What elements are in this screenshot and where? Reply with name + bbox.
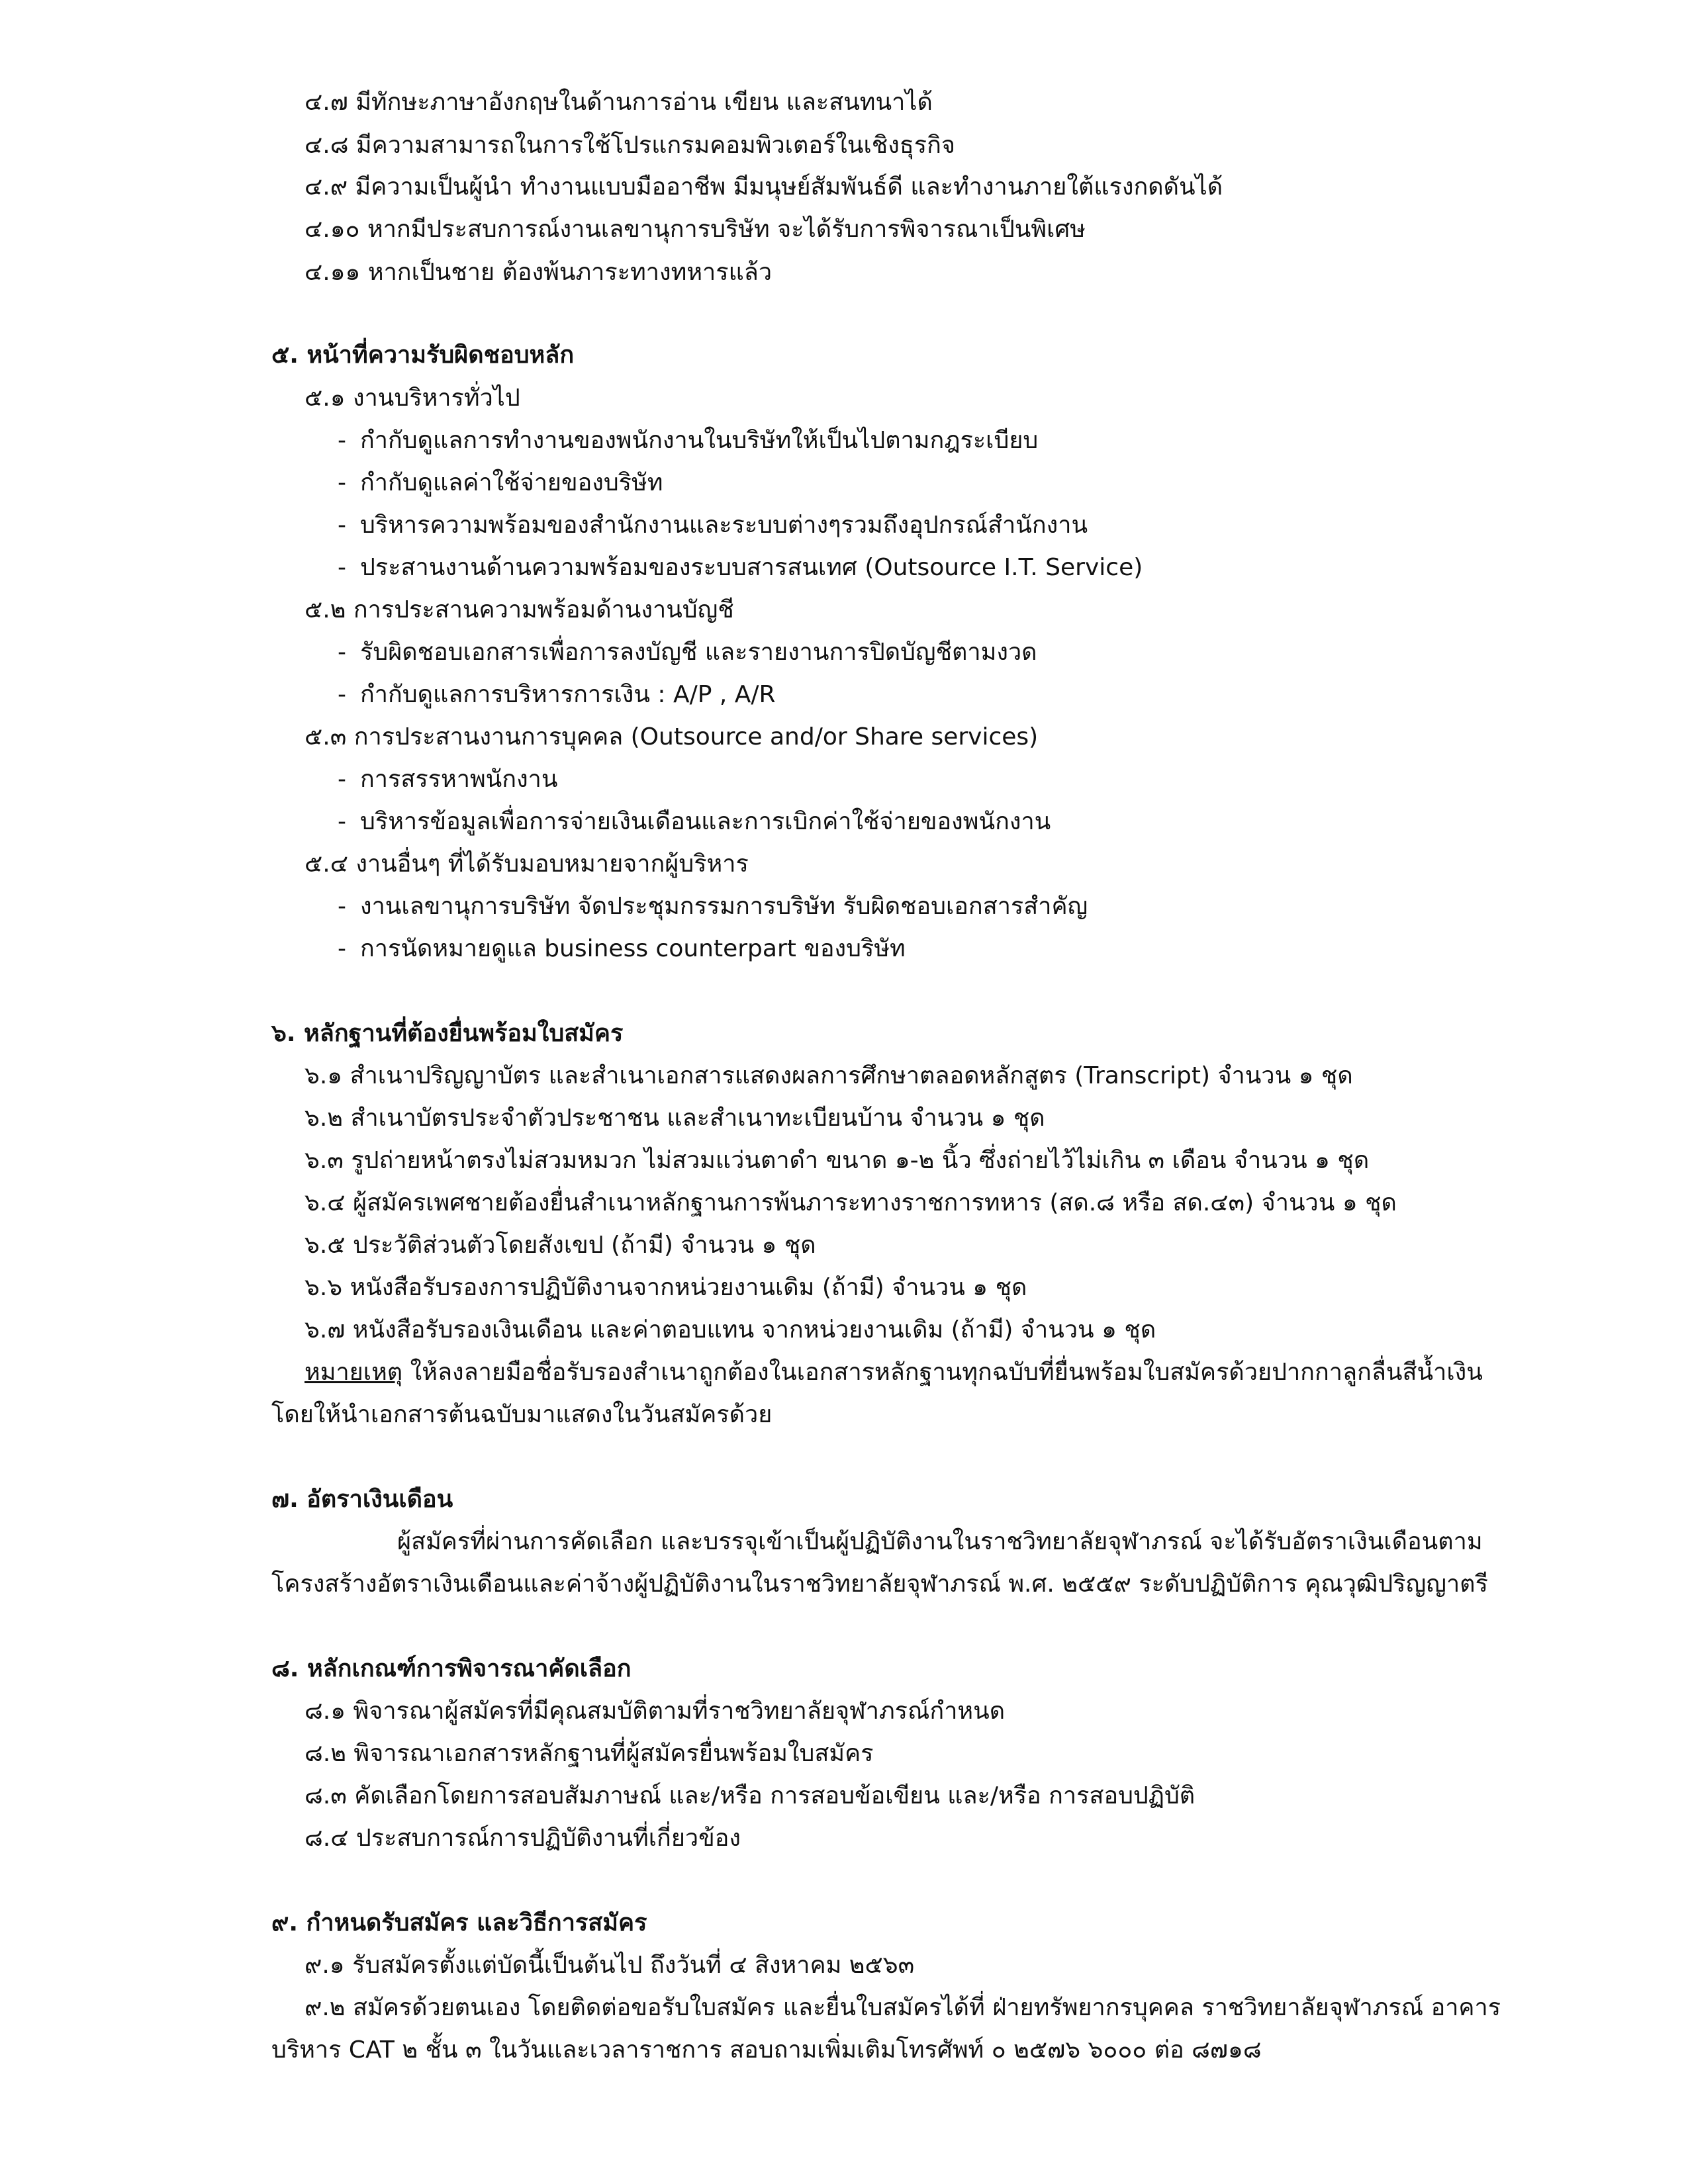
qualification-4-9: ๔.๙ มีความเป็นผู้นำ ทำงานแบบมืออาชีพ มีมนุษย์สัมพันธ์ดี และทำงานภายใต้แรงกดดันได้ <box>305 173 1223 201</box>
duty-5-1: ๕.๑ งานบริหารทั่วไป <box>305 385 520 412</box>
section-9-heading: ๙. กำหนดรับสมัคร และวิธีการสมัคร <box>271 1909 647 1936</box>
duty-5-4-item: - การนัดหมายดูแล business counterpart ของบริษัท <box>338 935 906 962</box>
duty-5-1-item: - กำกับดูแลการทำงานของพนักงานในบริษัทให้เป็นไปตามกฎระเบียบ <box>338 427 1039 454</box>
criteria-8-1: ๘.๑ พิจารณาผู้สมัครที่มีคุณสมบัติตามที่ราชวิทยาลัยจุฬาภรณ์กำหนด <box>305 1698 1006 1725</box>
note-text: ให้ลงลายมือชื่อรับรองสำเนาถูกต้องในเอกสารหลักฐานทุกฉบับที่ยื่นพร้อมใบสมัครด้วยปากกาลูกลื่นสีน้ำเงิน <box>402 1359 1483 1386</box>
duty-5-1-item: - ประสานงานด้านความพร้อมของระบบสารสนเทศ (Outsource I.T. Service) <box>338 554 1143 581</box>
criteria-8-4: ๘.๔ ประสบการณ์การปฏิบัติงานที่เกี่ยวข้อง <box>305 1825 741 1852</box>
document-6-2: ๖.๒ สำเนาบัตรประจำตัวประชาชน และสำเนาทะเบียนบ้าน จำนวน ๑ ชุด <box>305 1105 1045 1132</box>
note-line <box>305 1356 1483 1389</box>
application-9-1: ๙.๑ รับสมัครตั้งแต่บัดนี้เป็นต้นไป ถึงวันที่ ๔ สิงหาคม ๒๕๖๓ <box>305 1952 915 1979</box>
document-6-1: ๖.๑ สำเนาปริญญาบัตร และสำเนาเอกสารแสดงผลการศึกษาตลอดหลักสูตร (Transcript) จำนวน ๑ ชุด <box>305 1062 1353 1089</box>
criteria-8-3: ๘.๓ คัดเลือกโดยการสอบสัมภาษณ์ และ/หรือ การสอบข้อเขียน และ/หรือ การสอบปฏิบัติ <box>305 1782 1196 1809</box>
document-6-3: ๖.๓ รูปถ่ายหน้าตรงไม่สวมหมวก ไม่สวมแว่นตาดำ ขนาด ๑-๒ นิ้ว ซึ่งถ่ายไว้ไม่เกิน ๓ เดือน จำนวน ๑ ชุด <box>305 1147 1370 1174</box>
duty-5-2: ๕.๒ การประสานความพร้อมด้านงานบัญชี <box>305 596 734 623</box>
duty-5-2-item: - รับผิดชอบเอกสารเพื่อการลงบัญชี และรายงานการปิดบัญชีตามงวด <box>338 639 1037 666</box>
application-9-2-continuation: บริหาร CAT ๒ ชั้น ๓ ในวันและเวลาราชการ สอบถามเพิ่มเติมโทรศัพท์ ๐ ๒๕๗๖ ๖๐๐๐ ต่อ ๘๗๑๘ <box>271 2036 1262 2064</box>
duty-5-2-item: - กำกับดูแลการบริหารการเงิน : A/P , A/R <box>338 681 776 708</box>
salary-paragraph-line-1: ผู้สมัครที่ผ่านการคัดเลือก และบรรจุเข้าเป็นผู้ปฏิบัติงานในราชวิทยาลัยจุฬาภรณ์ จะได้รับอัตราเงินเดือนตาม <box>397 1528 1483 1555</box>
qualification-4-11: ๔.๑๑ หากเป็นชาย ต้องพ้นภาระทางทหารแล้ว <box>305 259 773 286</box>
note-continuation: โดยให้นำเอกสารต้นฉบับมาแสดงในวันสมัครด้วย <box>271 1401 773 1428</box>
criteria-8-2: ๘.๒ พิจารณาเอกสารหลักฐานที่ผู้สมัครยื่นพร้อมใบสมัคร <box>305 1740 874 1767</box>
duty-5-4-item: - งานเลขานุการบริษัท จัดประชุมกรรมการบริษัท รับผิดชอบเอกสารสำคัญ <box>338 893 1088 920</box>
document-6-4: ๖.๔ ผู้สมัครเพศชายต้องยื่นสำเนาหลักฐานการพ้นภาระทางราชการทหาร (สด.๘ หรือ สด.๔๓) จำนวน ๑ ชุด <box>305 1189 1397 1216</box>
duty-5-3-item: - บริหารข้อมูลเพื่อการจ่ายเงินเดือนและการเบิกค่าใช้จ่ายของพนักงาน <box>338 808 1051 835</box>
document-6-6: ๖.๖ หนังสือรับรองการปฏิบัติงานจากหน่วยงานเดิม (ถ้ามี) จำนวน ๑ ชุด <box>305 1274 1027 1301</box>
duty-5-3: ๕.๓ การประสานงานการบุคคล (Outsource and/or Share services) <box>305 723 1039 751</box>
qualification-4-8: ๔.๘ มีความสามารถในการใช้โปรแกรมคอมพิวเตอร์ในเชิงธุรกิจ <box>305 132 956 159</box>
section-6-heading: ๖. หลักฐานที่ต้องยื่นพร้อมใบสมัคร <box>271 1020 624 1047</box>
duty-5-4: ๕.๔ งานอื่นๆ ที่ได้รับมอบหมายจากผู้บริหาร <box>305 850 749 878</box>
application-9-2: ๙.๒ สมัครด้วยตนเอง โดยติดต่อขอรับใบสมัคร และยื่นใบสมัครได้ที่ ฝ่ายทรัพยากรบุคคล ราชวิทยาลัยจุฬาภรณ์ อาคาร <box>305 1994 1501 2021</box>
duty-5-1-item: - กำกับดูแลค่าใช้จ่ายของบริษัท <box>338 469 663 496</box>
document-6-7: ๖.๗ หนังสือรับรองเงินเดือน และค่าตอบแทน จากหน่วยงานเดิม (ถ้ามี) จำนวน ๑ ชุด <box>305 1316 1156 1343</box>
salary-paragraph-line-2: โครงสร้างอัตราเงินเดือนและค่าจ้างผู้ปฏิบัติงานในราชวิทยาลัยจุฬาภรณ์ พ.ศ. ๒๕๕๙ ระดับปฏิบัติการ คุณวุฒิปริญญาตรี <box>271 1570 1488 1598</box>
section-7-heading: ๗. อัตราเงินเดือน <box>271 1486 453 1513</box>
duty-5-3-item: - การสรรหาพนักงาน <box>338 766 558 793</box>
duty-5-1-item: - บริหารความพร้อมของสำนักงานและระบบต่างๆรวมถึงอุปกรณ์สำนักงาน <box>338 512 1088 539</box>
section-8-heading: ๘. หลักเกณฑ์การพิจารณาคัดเลือก <box>271 1655 632 1682</box>
note-label: หมายเหตุ <box>305 1359 403 1386</box>
qualification-4-10: ๔.๑๐ หากมีประสบการณ์งานเลขานุการบริษัท จะได้รับการพิจารณาเป็นพิเศษ <box>305 216 1086 243</box>
document-6-5: ๖.๕ ประวัติส่วนตัวโดยสังเขป (ถ้ามี) จำนวน ๑ ชุด <box>305 1232 816 1259</box>
section-5-heading: ๕. หน้าที่ความรับผิดชอบหลัก <box>271 341 575 369</box>
qualification-4-7: ๔.๗ มีทักษะภาษาอังกฤษในด้านการอ่าน เขียน และสนทนาได้ <box>305 89 933 116</box>
